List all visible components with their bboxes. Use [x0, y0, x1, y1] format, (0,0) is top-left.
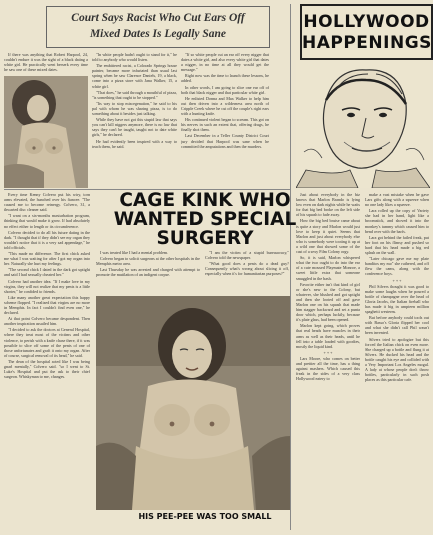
- hollywood-col2: [365, 192, 429, 530]
- court-col2-p2: "That does," he said through a mouthful of pizza, "is something that ought to be stopped.": [92, 89, 177, 100]
- hw-col2-p6: Silvers tried to apologize but this forced the Italian chick on even more. She charged up a bottle and flung it at Silvers. He ducked his head and the bottle caught his eye and collided with a Very Important Los Angeles mogul. A lady at whose people don't throw bottles, particularly in such posh places as this particular cafe.: [365, 336, 429, 383]
- hw-col1-p2: So, it is said, Marlon whispered what the two ought to do into the ear of a cute moused Playmate Monroe, a sweet little extra that someone smuggled in the bash.: [296, 255, 360, 281]
- cage-col1-p0: Every time Kenny Colvero put his wiry, torn arms elevated, the hunched over his fiancee. "The caused me to become reinergy. Colvero, 31, a thwarted disc cleaner said.: [4, 192, 90, 213]
- hw-col1-p0: Just about everybody in the biz knows that Marlon Brando is lying low even on dark nights while he waits for that big bed broke on the left side of his squash to fade away.: [296, 192, 360, 218]
- photo-woman-top: [4, 76, 88, 188]
- hw-col1-p3: Favorite either isn't that kind of girl or she's new to the Colony, but whatever, she blushed and got uptight and then she looted off and gave Marlon one on his squash that made him stagger backward and set a punta door which, perhaps luckily, because it's plate glass, had been opened.: [296, 281, 360, 323]
- court-col2-p4: While they have not got this stupid law that says you can't kill niggers anymore, there is no law that says they can't be taught, taught not to date white girls," he declared.: [92, 117, 177, 138]
- court-col3-p2: In other words, I am going to slice one ear off of both that black nigger and that particular white girl.: [181, 84, 269, 95]
- cage-colA-p2: Last Thursday he was arrested and charged with attempt to promote the mutilation of an indigent corpse.: [96, 267, 200, 278]
- masthead-line1: HOLLYWOOD: [303, 12, 430, 32]
- cage-colB-p0: "I am the victim of a stupid bureaucracy," Colvero told the newspaper.: [205, 250, 289, 261]
- cage-col1-p8: "I decided to ask the doctors at General Hospital, where they treat most of the victims and other violence, to perish with a knife chase there, if it was possible to slice off some of the penis of one of those unfortunates and graft it onto my organ. After of course, surgical removal of its head," he said.: [4, 327, 90, 358]
- cage-col1-p9: The dean of the hospital acted like I was being gnarl mentally," Colvero said. "so I went to St. Luke's Hospital and put the ask to their chief surgeon. Whiskyman to me, changes.: [4, 358, 90, 380]
- hw-col2-p1: Lara rolled up the copy of Variety she had in her hand, light like a broomstick, and shoved it into the monkey's tummy which caused him to bend over with the barfs.: [365, 208, 429, 234]
- cage-col1-p3: "This made no difference. The first chick asked me what I was waiting for after I got my organ into her. Naturally she hurt my feelings.: [4, 251, 90, 267]
- cage-col1-p1: "I want on a six-months masturbation program, thinking that would make it grow. If had absolutely no effect either to length or its circumference.: [4, 213, 90, 229]
- hw-col2-p2: Lara got behind the failed freak, put her foot on his flimsy and pushed so hard that his head made a big red splash on the wall.: [365, 234, 429, 256]
- column-divider: [290, 4, 291, 530]
- cage-headline-line2: WANTED SPECIAL: [113, 209, 297, 230]
- court-story-col2: [92, 52, 177, 188]
- cage-colA-p0: I was treated like I had a mental problem.: [100, 250, 169, 255]
- cage-headline-line3: SURGERY: [156, 228, 254, 249]
- court-col2-p3: "Its way to stop miscegenation," he said to his pal with whom he was sharing pizza, is to do something about it besides just talking.: [92, 100, 177, 117]
- cage-col1-p6: Like many another great expectation this happy scheme flopped. "I realized that virgins are no more in Memphis. In fact I couldn't find even one," he declared.: [4, 294, 90, 316]
- hw-col1-p1: How the big bed bruise came about is quite a story and Marlon would just love to keep it quiet. Seems that Marlon and just about everybody else who is somebody were tooting it up at a wild one that showed some of the cast of a sexy Film Colony orgy.: [296, 218, 360, 255]
- masthead-line2: HAPPENINGS: [302, 33, 432, 53]
- cage-story-col1: [4, 192, 90, 530]
- cage-kink-headline: [96, 191, 314, 248]
- cage-story-colB: [205, 250, 289, 294]
- illustration-man-face: [296, 60, 430, 188]
- court-headline-line2: Mixed Dates Is Legally Sane: [89, 28, 227, 40]
- court-col3-p0: "If so white people cut an ear off every nigger that dates a white girl, and also every white girl that dates a nigger, in no time at all they would get the message.": [181, 52, 269, 73]
- court-headline-line1: Court Says Racist Who Cut Ears Off: [71, 12, 245, 24]
- hw-col1-tail: Lars Moore, who comes on better and prettier all the time, has a thing against mashers. Which caused this freak in the sides of a very class Hollywood eatery to: [296, 355, 360, 382]
- court-col3-p5: Last December in a Teller County District Court jury decided that Harpool was sane when he committed the amputations and then the murders.: [181, 133, 269, 149]
- cage-colA-p1: Colvero began to solicit surgeons at the other hospitals in the Memphis metro area.: [96, 256, 200, 267]
- cage-story-colA: [96, 250, 200, 294]
- court-story-col3: [181, 52, 269, 188]
- hw-stars-2: + + +: [392, 277, 402, 283]
- court-col3-p3: He enlisted Donna and Max Walker to help him out then driven into a wilderness area north of Cripple Creek where he cut off the couple's right ears with a hunting knife.: [181, 95, 269, 117]
- hw-col2-p4: Phil Silvers thought it was good to make some laughs when he poured a bottle of champagne over the head of Gloria Jacobs, the Italian fireball who has made it big in umpteen million spaghetti westerns.: [365, 283, 429, 315]
- court-col3-p1: Right now was the time to launch these lessons, he added.: [181, 73, 269, 84]
- cage-col1-p7: At that point Colvero became despondent. Then another inspiration assailed him.: [4, 316, 90, 327]
- court-story-headline-box: [46, 6, 270, 48]
- photo-woman-bottom: [96, 296, 290, 510]
- court-col2-p5: He had evidently been inspired with a way to teach them, he said.: [92, 138, 177, 149]
- court-col1-p0: If there was anything that Robert Harpool, 24, couldn't endure it was the sight of a black dating a white girl. He practically went berserk every time he saw one of these mixed dates.: [4, 52, 88, 73]
- hw-col2-p3: "Later chicago gave me my plate banditos my mo" she ruthered, and off flew the cams, along with the conference boys.: [365, 256, 429, 277]
- hw-stars-1: + + +: [323, 349, 333, 355]
- cage-colB-p1: "What good does a penis do a dead guy? Consequently what's wrong about slicing it off, especially when it's for humanitarian purposes?": [205, 261, 289, 277]
- photo-caption: HIS PEE-PEE WAS TOO SMALL: [138, 512, 272, 521]
- court-col3-p4: His continued violent began to scream. This got on his nerves in such an extent that, offering drugs, he finally shot them.: [181, 117, 269, 133]
- hollywood-happenings-masthead: [300, 4, 433, 60]
- hw-col2-p0: make a vast mistake when he gave Lars gifts along with a squeeze when no one lady likes a squeeze.: [365, 192, 429, 208]
- cage-col1-p5: Colvero had another idea. "If I make love in my virgins, they will not realize that my penis is a little shorter," he confided to friends.: [4, 278, 90, 294]
- cage-col1-p4: "The second chick I dated in the dark got uptight and said I had sexually cheated her.": [4, 267, 90, 278]
- hw-col1-p4: Marlon kept going, which proves that real heads have muscles in their arms as well as their heads, until he fell into a table loaded with goodies, mostly the liquid kind.: [296, 323, 360, 349]
- court-col2-p1: The embittered racist, a Colorado Springs house painter, became more infuriated than usual last spring when he saw Clarence Daniels, 19, a black, come into a pizza store with Jana Walker, 15, a white girl.: [92, 63, 177, 89]
- hollywood-col1: [296, 192, 360, 530]
- hw-col2-p5: But before anybody could tools out with Basso's Gloria flipped her cool and what she didn't call Phil wasn't been invented.: [365, 315, 429, 336]
- cage-headline-line1: CAGE KINK WHO: [119, 190, 291, 211]
- cage-col1-p2: Colvero decided to do all his future dating in the dark. "I thought that if they didn't see my organ they wouldn't notice that it is a very sad appendage," he told officials.: [4, 229, 90, 250]
- court-col2-p0: "In white people hadn't ought to stand for it," he told to anybody who would listen.: [92, 52, 177, 63]
- court-story-col1: [4, 52, 88, 74]
